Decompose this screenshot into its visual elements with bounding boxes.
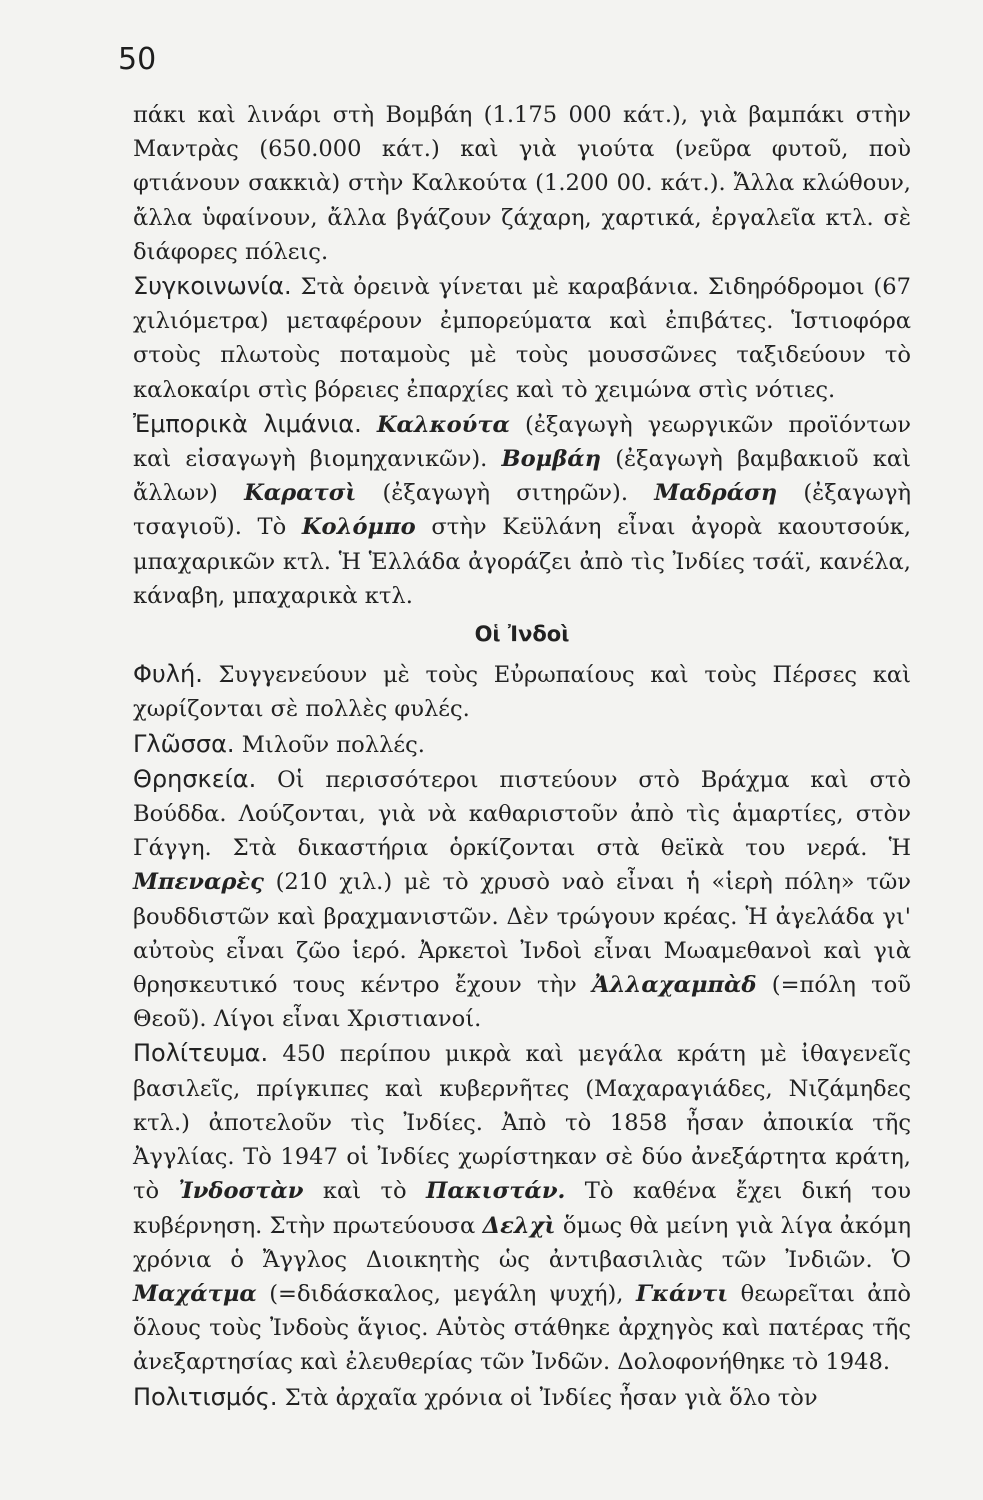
person-mahatma: Μαχάτμα bbox=[133, 1280, 257, 1307]
page-body bbox=[133, 98, 911, 1415]
paragraph-religion bbox=[133, 762, 911, 1037]
paragraph-text: Μιλοῦν πολλές. bbox=[234, 731, 425, 758]
paragraph-government bbox=[133, 1036, 911, 1379]
term-transport: Συγκοινωνία. bbox=[133, 272, 292, 301]
paragraph-language bbox=[133, 727, 911, 762]
paragraph-text: θεωρεῖται ἀπὸ ὅλους τοὺς Ἰνδοὺς ἅγιος. Αὐτὸς στάθηκε ἀρχηγὸς καὶ πατέρας τῆς ἀνεξαρτησίας καὶ ἐλευθερίας τῶν Ἰνδῶν. Δολοφονήθηκε τὸ 1948. bbox=[133, 1280, 911, 1376]
person-gandhi: Γκάντι bbox=[635, 1280, 729, 1307]
place-pakistan: Πακιστάν. bbox=[425, 1178, 566, 1205]
paragraph-text: ὅμως θὰ μείνη γιὰ λίγα ἀκόμη χρόνια ὁ Ἄγγλος Διοικητὴς ὡς ἀντιβασιλιὰς τῶν Ἰνδιῶν. Ὁ bbox=[133, 1212, 911, 1273]
section-title: Οἱ Ἰνδοὶ bbox=[474, 622, 570, 647]
place-hindustan: Ἰνδοστὰν bbox=[178, 1178, 304, 1205]
paragraph-transport bbox=[133, 269, 911, 407]
place-bombay: Βομβάη bbox=[501, 446, 602, 473]
paragraph-text: (=πόλη τοῦ Θεοῦ). Λίγοι εἶναι Χριστιανοί. bbox=[133, 972, 911, 1033]
paragraph-race bbox=[133, 657, 911, 726]
paragraph-text: στὴν Κεϋλάνη εἶναι ἀγορὰ καουτσούκ, μπαχαρικῶν κτλ. Ἡ Ἑλλάδα ἀγοράζει ἀπὸ τὶς Ἰνδίες τσάϊ, κανέλα, κάναβη, μπαχαρικὰ κτλ. bbox=[133, 514, 912, 609]
paragraph-text: (ἐξαγωγὴ βαμβακιοῦ καὶ ἄλλων) bbox=[133, 446, 912, 507]
paragraph-text: καὶ τὸ bbox=[303, 1178, 407, 1205]
paragraph-text: (ἐξαγωγὴ τσαγιοῦ). Τὸ bbox=[133, 480, 911, 541]
place-colombo: Κολόμπο bbox=[301, 514, 416, 541]
term-ports: Ἐμπορικὰ λιμάνια. bbox=[133, 409, 362, 438]
place-allahabad: Ἀλλαχαμπὰδ bbox=[592, 972, 757, 999]
paragraph-text: Στὰ ὀρεινὰ γίνεται μὲ καραβάνια. Σιδηρόδρομοι (67 χιλιόμετρα) μεταφέρουν ἐμπορεύματα καὶ ἐπιβάτες. Ἱστιοφόρα στοὺς πλωτοὺς ποταμοὺς μὲ τοὺς μουσσῶνες ταξιδεύουν τὸ καλοκαίρι στὶς βόρειες ἐπαρχίες καὶ τὸ χειμώνα στὶς νότιες. bbox=[133, 274, 911, 403]
place-calcutta: Καλκούτα bbox=[376, 411, 510, 438]
term-language: Γλῶσσα. bbox=[133, 729, 235, 758]
place-madras: Μαδράση bbox=[654, 480, 778, 507]
term-religion: Θρησκεία. bbox=[133, 764, 257, 793]
paragraph-text: Οἱ περισσότεροι πιστεύουν στὸ Βράχμα καὶ στὸ Βούδδα. Λούζονται, γιὰ νὰ καθαριστοῦν ἀπὸ τὶς ἁμαρτίες, στὸν Γάγγη. Στὰ δικαστήρια ὁρκίζονται στὰ θεϊκὰ του νερά. Ἡ bbox=[133, 766, 911, 862]
paragraph-text: (=διδάσκαλος, μεγάλη ψυχή), bbox=[256, 1280, 624, 1307]
paragraph-text: Συγγενεύουν μὲ τοὺς Εὐρωπαίους καὶ τοὺς Πέρσες καὶ χωρίζονται σὲ πολλὲς φυλές. bbox=[133, 662, 911, 723]
paragraph-text: (ἐξαγωγὴ γεωργικῶν προϊόντων καὶ εἰσαγωγὴ βιομηχανικῶν). bbox=[133, 411, 911, 473]
paragraph-text: 450 περίπου μικρὰ καὶ μεγάλα κράτη μὲ ἰθαγενεῖς βασιλεῖς, πρίγκιπες καὶ κυβερνῆτες (Μαχαραγιάδες, Νιζάμηδες κτλ.) ἀποτελοῦν τὶς Ἰνδίες. Ἀπὸ τὸ 1858 ἦσαν ἀποικία τῆς Ἀγγλίας. Τὸ 1947 οἱ Ἰνδίες χωρίστηκαν σὲ δύο ἀνεξάρτητα κράτη, τὸ bbox=[133, 1041, 911, 1205]
paragraph-text: Τὸ καθένα ἔχει δική του κυβέρνηση. Στὴν πρωτεύουσα bbox=[133, 1178, 911, 1239]
paragraph-ports bbox=[133, 407, 911, 613]
place-delhi: Δελχὶ bbox=[482, 1212, 556, 1239]
term-civilization: Πολιτισμός. bbox=[133, 1382, 278, 1411]
paragraph-text: πάκι καὶ λινάρι στὴ Βομβάη (1.175 000 κάτ.), γιὰ βαμπάκι στὴν Μαντρὰς (650.000 κάτ.) καὶ γιὰ γιούτα (νεῦρα φυτοῦ, ποὺ φτιάνουν σακκιὰ) στὴν Καλκούτα (1.200 00. κάτ.). Ἄλλα κλώθουν, ἄλλα ὑφαίνουν, ἄλλα βγάζουν ζάχαρη, χαρτικά, ἐργαλεῖα κτλ. σὲ διάφορες πόλεις. bbox=[133, 102, 911, 265]
place-benares: Μπεναρὲς bbox=[133, 869, 264, 896]
term-government: Πολίτευμα. bbox=[133, 1039, 269, 1068]
term-race: Φυλή. bbox=[133, 660, 203, 689]
page-number: 50 bbox=[118, 42, 157, 77]
place-karachi: Καρατσὶ bbox=[244, 480, 357, 507]
paragraph-industry bbox=[133, 98, 911, 269]
paragraph-text: Στὰ ἀρχαῖα χρόνια οἱ Ἰνδίες ἦσαν γιὰ ὅλο τὸν bbox=[277, 1384, 818, 1411]
paragraph-civilization bbox=[133, 1380, 911, 1415]
paragraph-text: (210 χιλ.) μὲ τὸ χρυσὸ ναὸ εἶναι ἡ «ἱερὴ πόλη» τῶν βουδδιστῶν καὶ βραχμανιστῶν. Δὲν τρώγουν κρέας. Ἡ ἀγελάδα γι' αὐτοὺς εἶναι ζῶο ἱερό. Ἀρκετοὶ Ἰνδοὶ εἶναι Μωαμεθανοὶ καὶ γιὰ θρησκευτικό τους κέντρο ἔχουν τὴν bbox=[133, 869, 911, 999]
paragraph-text: (ἐξαγωγὴ σιτηρῶν). bbox=[356, 480, 629, 507]
